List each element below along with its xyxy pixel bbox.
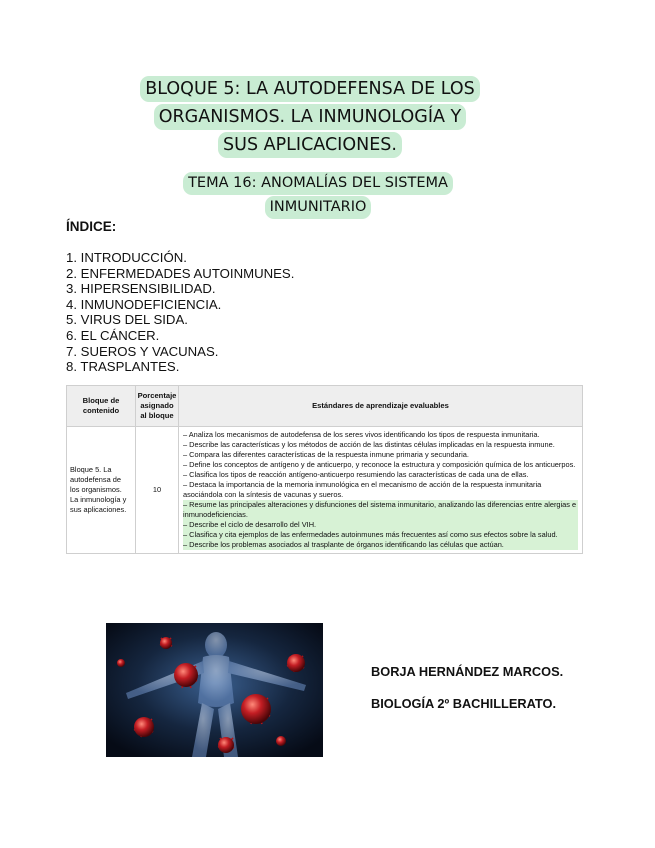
course-name: BIOLOGÍA 2º BACHILLERATO. — [371, 696, 557, 711]
header-percentage: Porcentaje asignado al bloque — [136, 386, 179, 427]
index-heading: ÍNDICE: — [66, 219, 117, 234]
header-standards: Estándares de aprendizaje evaluables — [179, 386, 583, 427]
standard-item-highlighted: – Describe el ciclo de desarrollo del VIH. — [183, 520, 578, 530]
standard-item-highlighted: – Describe los problemas asociados al trasplante de órganos identificando las células que actúan. — [183, 540, 578, 550]
standard-item: – Describe las características y los métodos de acción de las distintas células implicadas en la respuesta inmune. — [183, 440, 555, 449]
standard-item: – Destaca la importancia de la memoria inmunológica en el mecanismo de acción de la respuesta inmunitaria asociándola con la síntesis de vacunas y sueros. — [183, 480, 542, 499]
author-name: BORJA HERNÁNDEZ MARCOS. — [371, 664, 564, 679]
standard-item: – Compara las diferentes características de la respuesta inmune primaria y secundaria. — [183, 450, 469, 459]
topic-title — [0, 172, 636, 220]
table-row — [67, 427, 583, 554]
standard-item: – Define los conceptos de antígeno y de anticuerpo, y reconoce la estructura y composición química de los anticuerpos. — [183, 460, 576, 469]
index-item: 2. ENFERMEDADES AUTOINMUNES. — [66, 265, 295, 281]
index-item: 4. INMUNODEFICIENCIA. — [66, 296, 222, 312]
index-item: 8. TRASPLANTES. — [66, 359, 180, 375]
index-item: 7. SUEROS Y VACUNAS. — [66, 343, 219, 359]
index-item: 3. HIPERSENSIBILIDAD. — [66, 281, 216, 297]
block-cell: Bloque 5. La autodefensa de los organismos. La inmunología y sus aplicaciones. — [67, 427, 136, 554]
percentage-cell: 10 — [136, 427, 179, 554]
standard-item-highlighted: – Resume las principales alteraciones y disfunciones del sistema inmunitario, analizando las diferencias entre alergias e inmunodeficiencias. — [183, 500, 577, 519]
table-header-row — [67, 386, 583, 427]
standard-item: – Analiza los mecanismos de autodefensa de los seres vivos identificando los tipos de respuesta inmunitaria. — [183, 430, 540, 439]
standard-item: – Clasifica los tipos de reacción antígeno-anticuerpo resumiendo las características de cada una de ellas. — [183, 470, 529, 479]
standards-cell — [179, 427, 583, 554]
index-item: 5. VIRUS DEL SIDA. — [66, 312, 188, 328]
header-block: Bloque de contenido — [67, 386, 136, 427]
index-item: 1. INTRODUCCIÓN. — [66, 250, 187, 265]
document-title — [0, 76, 620, 160]
title-line: BLOQUE 5: LA AUTODEFENSA DE LOS — [140, 76, 479, 102]
title-line: SUS APLICACIONES. — [218, 132, 402, 158]
standard-item-highlighted: – Clasifica y cita ejemplos de las enfermedades autoinmunes más frecuentes así como sus efectos sobre la salud. — [183, 530, 578, 540]
subtitle-line: TEMA 16: ANOMALÍAS DEL SISTEMA — [183, 172, 453, 195]
title-line: ORGANISMOS. LA INMUNOLOGÍA Y — [154, 104, 467, 130]
index-item: 6. EL CÁNCER. — [66, 327, 160, 343]
virus-illustration — [106, 623, 323, 757]
subtitle-line: INMUNITARIO — [265, 196, 372, 219]
index-list — [66, 250, 294, 375]
standards-table — [66, 385, 583, 554]
